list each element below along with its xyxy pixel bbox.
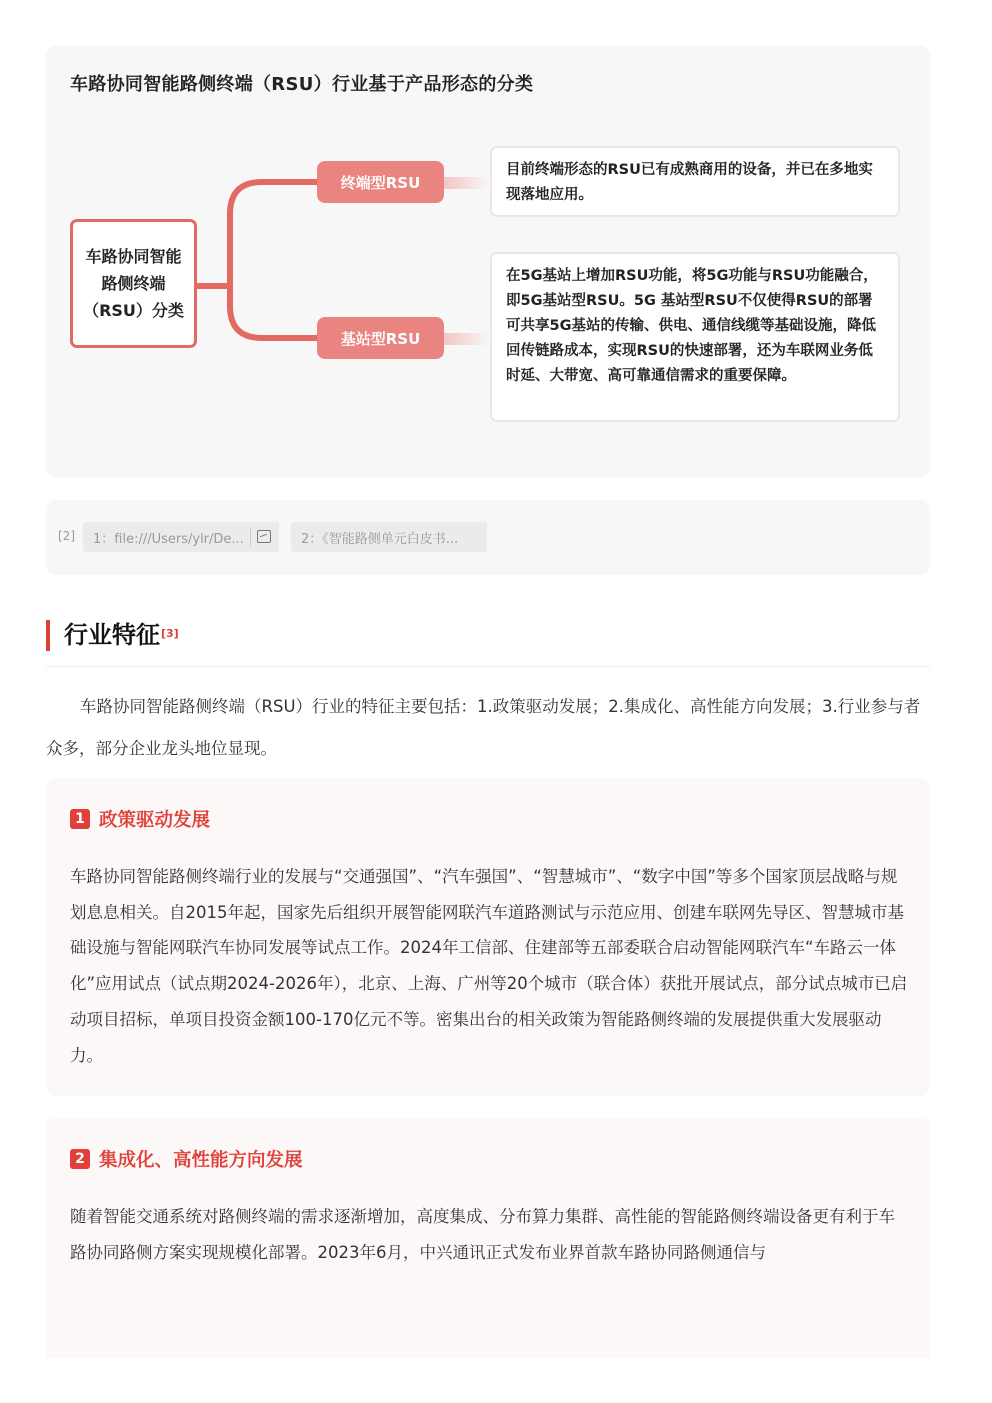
mindmap-root: 车路协同智能路侧终端（RSU）分类 [70,219,197,348]
section-divider [46,666,930,667]
branch-description-base-station-rsu: 在5G基站上增加RSU功能，将5G功能与RSU功能融合，即5G基站型RSU。5G 基站型RSU不仅使得RSU的部署可共享5G基站的传输、供电、通信线缆等基础设施，降低回传链路成本，实现RSU的快速部署，还为车联网业务低时延、大带宽、高可靠通信需求的重要保障。 [490,252,900,422]
feature-heading [70,806,210,832]
feature-card-2 [46,1118,930,1358]
branch-pill-terminal-rsu: 终端型RSU [317,161,444,203]
feature-body: 随着智能交通系统对路侧终端的需求逐渐增加，高度集成、分布算力集群、高性能的智能路侧终端设备更有利于车路协同路侧方案实现规模化部署。2023年6月，中兴通讯正式发布业界首款车路协同路侧通信与 [70,1207,895,1262]
feature-body: 车路协同智能路侧终端行业的发展与“交通强国”、“汽车强国”、“智慧城市”、“数字中国”等多个国家顶层战略与规划息息相关。自2015年起，国家先后组织开展智能网联汽车道路测试与示范应用、创建车联网先导区、智慧城市基础设施与智能网联汽车协同发展等试点工作。2024年工信部、住建部等五部委联合启动智能网联汽车“车路云一体化”应用试点（试点期2024-2026年），北京、上海、广州等20个城市（联合体）获批开展试点，部分试点城市已启动项目招标，单项目投资金额100-170亿元不等。密集出台的相关政策为智能路侧终端的发展提供重大发展驱动力。 [70,867,908,1065]
section-accent-bar [46,620,50,651]
feature-title: 集成化、高性能方向发展 [99,1150,303,1171]
feature-card-1 [46,778,930,1096]
feature-heading [70,1146,303,1172]
reference-text: 1：file:///Users/ylr/De... [93,531,244,547]
branch-description-terminal-rsu: 目前终端形态的RSU已有成熟商用的设备，并已在多地实现落地应用。 [490,146,900,217]
classification-card [46,46,930,478]
section-title-text: 行业特征 [64,621,160,649]
branch-pill-base-station-rsu: 基站型RSU [317,317,444,359]
references-card [46,500,930,575]
branch-connector-fade [444,333,490,345]
reference-text: 2：《智能路侧单元白皮书... [301,531,459,547]
image-icon[interactable] [257,530,271,543]
section-intro: 车路协同智能路侧终端（RSU）行业的特征主要包括：1.政策驱动发展；2.集成化、高性能方向发展；3.行业参与者众多，部分企业龙头地位显现。 [46,697,921,758]
section-reference-link[interactable]: [3] [161,627,179,640]
reference-chip-1[interactable] [83,522,279,552]
reference-number: [2] [58,529,75,543]
feature-number-badge: 1 [70,809,90,829]
card-title: 车路协同智能路侧终端（RSU）行业基于产品形态的分类 [70,74,534,95]
feature-title: 政策驱动发展 [99,810,211,831]
chip-divider [250,528,251,546]
section-title [64,620,179,651]
branch-connector-fade [444,177,490,189]
reference-chip-2[interactable] [291,522,487,552]
feature-number-badge: 2 [70,1149,90,1169]
